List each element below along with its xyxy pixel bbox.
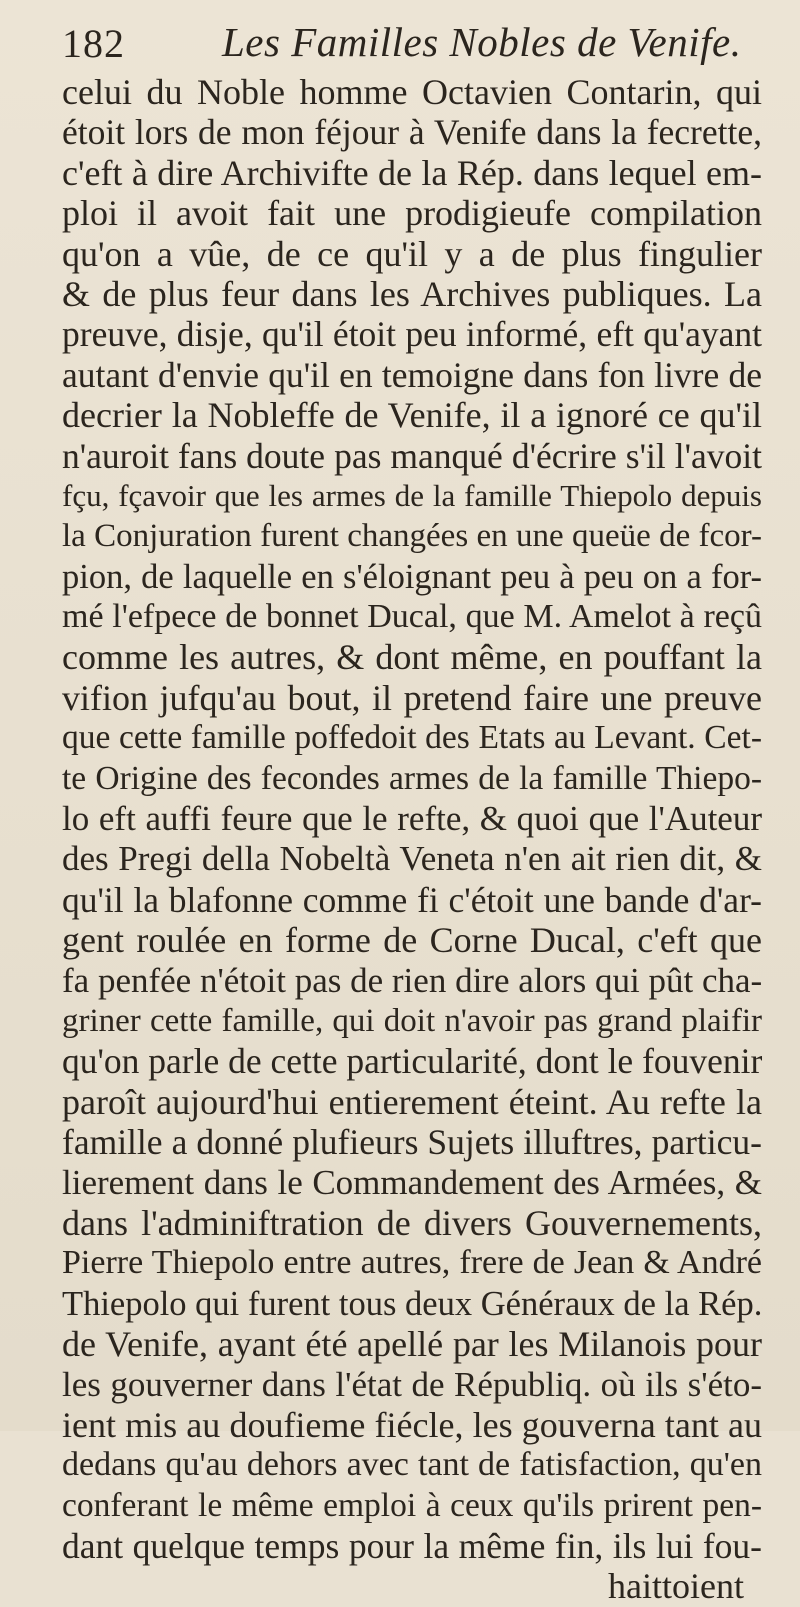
text-line: te Origine des fecondes armes de la famille Thiepo-: [62, 759, 762, 797]
text-line: dant quelque temps pour la même fin, ils lui fou-: [62, 1526, 762, 1567]
text-line: la Conjuration furent changées en une queüe de fcor-: [62, 518, 762, 555]
text-line: n'auroit fans doute pas manqué d'écrire s'il l'avoit: [62, 435, 762, 476]
text-line: Thiepolo qui furent tous deux Généraux de la Rép.: [62, 1284, 763, 1323]
text-line: celui du Noble homme Octavien Contarin, qui: [62, 72, 762, 112]
text-line: ploi il avoit fait une prodigieufe compilation: [62, 193, 762, 234]
text-line: lierement dans le Commandement des Armées, &: [62, 1162, 762, 1202]
page-header: [62, 14, 762, 74]
text-line: qu'on parle de cette particularité, dont le fouvenir: [62, 1041, 763, 1082]
running-title: Les Familles Nobles de Venife.: [222, 19, 742, 65]
text-line: famille a donné plufieurs Sujets illuftres, particu-: [62, 1122, 762, 1163]
text-line: des Pregi della Nobeltà Veneta n'en ait rien dit, &: [62, 839, 762, 879]
text-line: comme les autres, & dont même, en pouffant la: [62, 637, 762, 678]
text-line: conferant le même emploi à ceux qu'ils prirent pen-: [62, 1486, 762, 1524]
text-line: griner cette famille, qui doit n'avoir pas grand plaifir: [62, 1002, 762, 1039]
text-line: qu'il la blafonne comme fi c'étoit une bande d'ar-: [62, 879, 762, 920]
text-line: qu'on a vûe, de ce qu'il y a de plus fingulier: [62, 233, 762, 274]
body-text: [62, 72, 762, 1607]
text-line: fa penfée n'étoit pas de rien dire alors qui pût cha-: [62, 960, 763, 1000]
text-line: pion, de laquelle en s'éloignant peu à peu on a for-: [62, 557, 762, 596]
text-line: Pierre Thiepolo entre autres, frere de Jean & André: [62, 1244, 762, 1282]
text-line: dans l'adminiftration de divers Gouvernements,: [62, 1202, 762, 1243]
text-line: & de plus feur dans les Archives publiques. La: [62, 273, 762, 314]
text-line: de Venife, ayant été apellé par les Milanois pour: [62, 1324, 762, 1365]
text-line: autant d'envie qu'il en temoigne dans fon livre de: [62, 354, 762, 395]
text-line: les gouverner dans l'état de Républiq. où ils s'éto-: [62, 1364, 762, 1404]
page-number: 182: [62, 21, 125, 66]
text-line: étoit lors de mon féjour à Venife dans la fecrette,: [62, 112, 762, 153]
text-line: decrier la Nobleffe de Venife, il a ignoré ce qu'il: [62, 395, 762, 436]
text-line: preuve, disje, qu'il étoit peu informé, eft qu'ayant: [62, 314, 762, 355]
text-line: fçu, fçavoir que les armes de la famille Thiepolo depuis: [62, 477, 762, 513]
text-line: lo eft auffi feure que le refte, & quoi que l'Auteur: [62, 799, 762, 839]
text-line: c'eft à dire Archivifte de la Rép. dans lequel em-: [62, 152, 762, 193]
catchword: haittoient: [608, 1566, 744, 1607]
text-line: paroît aujourd'hui entierement éteint. Au refte la: [62, 1081, 762, 1122]
text-line: dedans qu'au dehors avec tant de fatisfaction, qu'en: [62, 1446, 762, 1484]
text-line: que cette famille poffedoit des Etats au Levant. Cet-: [62, 719, 762, 757]
text-line: mé l'efpece de bonnet Ducal, que M. Amelot à reçû: [62, 598, 762, 636]
text-line: gent roulée en forme de Corne Ducal, c'eft que: [62, 920, 762, 961]
text-line: ient mis au doufieme fiécle, les gouverna tant au: [62, 1404, 762, 1445]
text-line: vifion jufqu'au bout, il pretend faire une preuve: [62, 677, 762, 718]
